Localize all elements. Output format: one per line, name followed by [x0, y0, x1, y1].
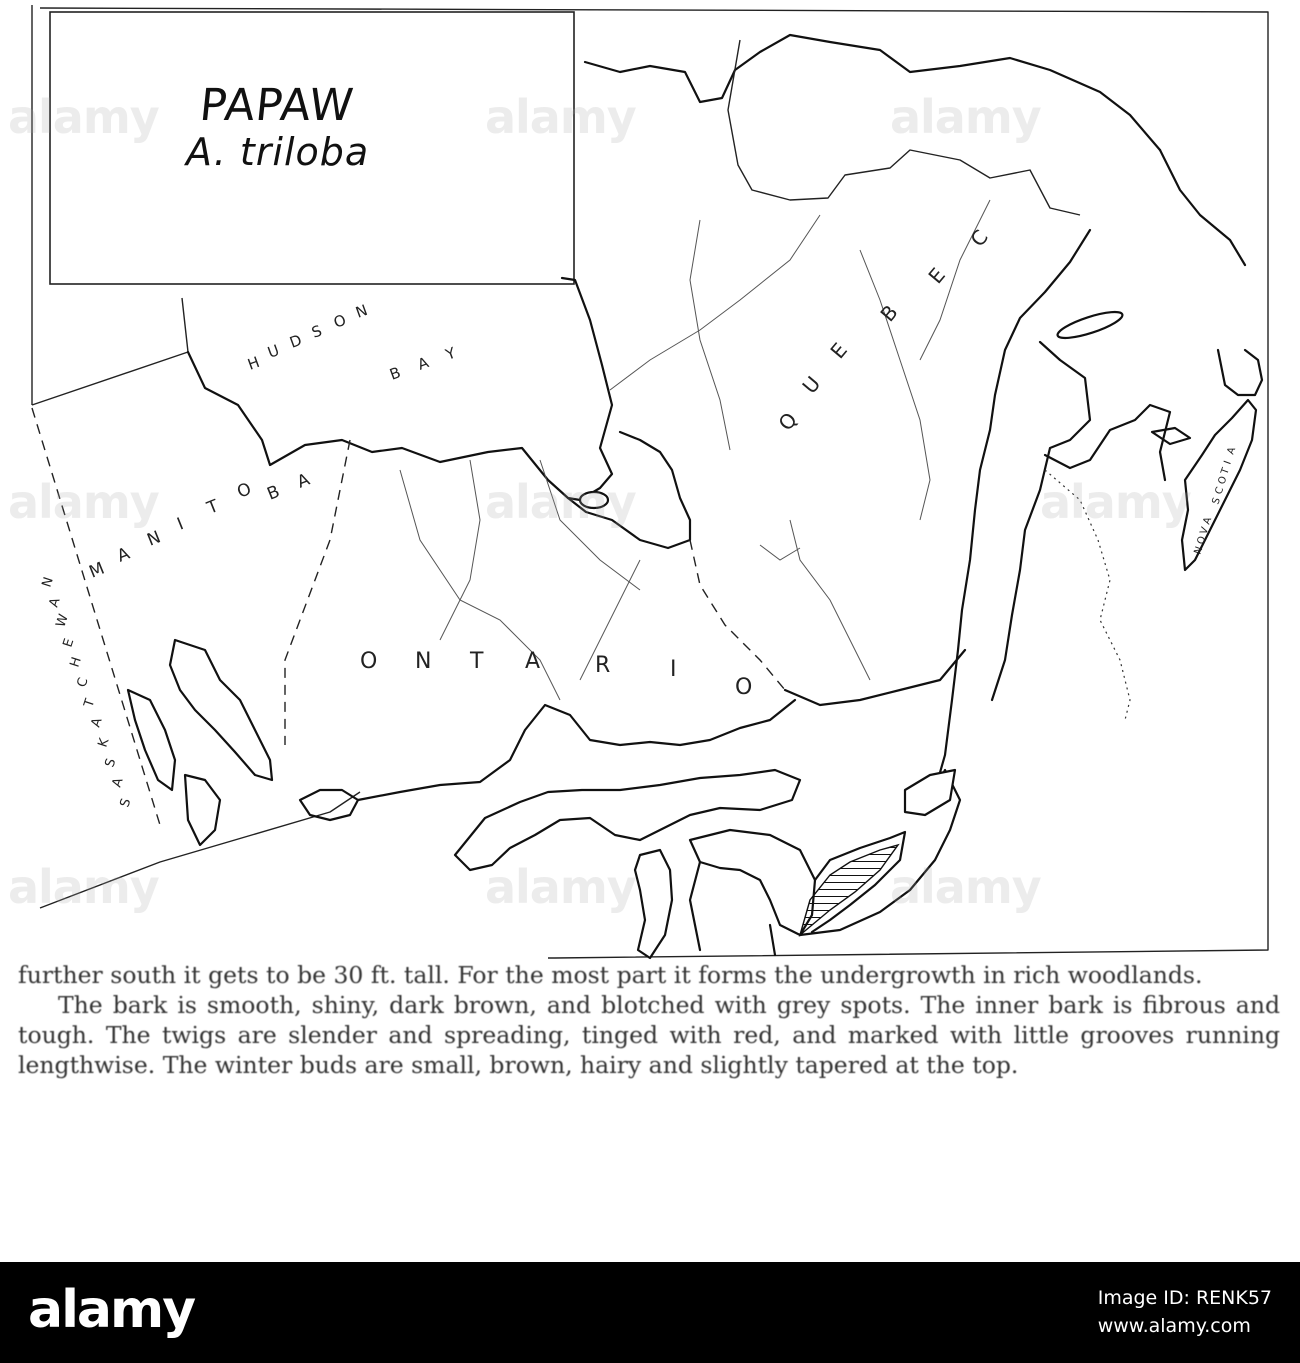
ontario-letter: R: [595, 653, 611, 678]
saskatchewan-letter: H: [67, 655, 85, 670]
watermark: alamy: [8, 475, 159, 529]
manitoba-letter: A: [294, 469, 313, 493]
watermark: alamy: [1040, 475, 1191, 529]
nova-scotia-letter: I: [1222, 459, 1234, 467]
lake-ontario: [905, 770, 955, 815]
alamy-logo: alamy: [28, 1280, 195, 1340]
labrador-coast: [1160, 150, 1245, 265]
paragraph-bark: The bark is smooth, shiny, dark brown, and blotched with grey spots. The inner bark is fibrous and tough. The twigs are slender and spreading, tinged with red, and marked with little grooves running lengthwise. The winter buds are small, brown, hairy and slightly tapered at the top.: [18, 991, 1280, 1079]
manitoba-letter: A: [114, 543, 133, 567]
hudson-letter: N: [353, 301, 370, 322]
hudson-letter: U: [265, 341, 282, 362]
nova-scotia-letter: O: [1195, 534, 1209, 547]
quebec-river-6: [760, 545, 800, 560]
manitoba-letter: T: [204, 496, 222, 519]
watermark: alamy: [8, 90, 159, 144]
watermark: alamy: [8, 860, 159, 914]
saskatchewan-letter: A: [109, 776, 127, 790]
hudson-letter: Y: [443, 343, 458, 364]
manitoba-letter: O: [234, 479, 255, 503]
saskatchewan-letter: E: [60, 636, 78, 650]
image-id: Image ID: RENK57: [1097, 1287, 1272, 1309]
quebec-river-4: [920, 200, 993, 360]
ontario-letter: O: [360, 649, 378, 674]
description-text: [18, 960, 1280, 1080]
saskatchewan-letter: A: [46, 596, 64, 610]
ontario-river-2: [440, 460, 480, 640]
saskatchewan-letter: A: [88, 716, 106, 730]
saskatchewan-letter: K: [95, 736, 113, 750]
nova-scotia-letter: T: [1219, 466, 1232, 477]
quebec-river-1: [610, 215, 820, 390]
nova-scotia-letter: S: [1210, 496, 1223, 507]
lake-of-woods: [300, 790, 358, 820]
saskatchewan-letter: W: [53, 612, 72, 630]
quebec-letter: Q: [773, 407, 802, 436]
label-quebec: [773, 225, 992, 435]
ontario-letter: O: [735, 675, 753, 700]
saskatchewan-letter: S: [117, 796, 135, 810]
pei: [1152, 428, 1190, 444]
manitoba-letter: M: [86, 558, 108, 583]
quebec-letter: B: [875, 300, 903, 327]
label-hudson-bay: [245, 301, 459, 384]
anticosti-island: [1055, 307, 1125, 343]
hudson-letter: S: [309, 321, 325, 342]
ottawa-river-line: [785, 650, 965, 705]
manitoba-ontario-border: [285, 440, 350, 745]
nova-scotia-letter: A: [1225, 445, 1239, 457]
lake-winnipegosis: [128, 690, 175, 790]
ontario-letter: I: [670, 657, 677, 682]
saskatchewan-manitoba-border: [32, 408, 160, 825]
watermark: alamy: [890, 90, 1041, 144]
quebec-north-coast: [585, 35, 1160, 150]
hudson-bay-coast: [188, 278, 612, 500]
manitoba-letter: N: [144, 527, 164, 551]
saskatchewan-letter: S: [102, 756, 120, 770]
label-nova-scotia: [1192, 446, 1238, 556]
watermark: alamy: [485, 860, 636, 914]
stock-url: www.alamy.com: [1097, 1315, 1251, 1337]
lake-huron: [690, 830, 815, 935]
manitoba-letter: I: [174, 514, 187, 535]
map-subtitle: A. triloba: [186, 130, 370, 174]
hudson-letter: B: [387, 363, 404, 384]
nova-scotia-coast: [1182, 400, 1256, 570]
ontario-letter: T: [470, 649, 484, 674]
nova-scotia-letter: V: [1198, 525, 1212, 537]
quebec-river-2: [690, 220, 730, 450]
lake-michigan: [635, 850, 672, 958]
stock-banner: [0, 1262, 1300, 1363]
saskatchewan-letter: C: [74, 675, 92, 690]
quebec-letter: E: [923, 263, 950, 289]
nova-scotia-letter: N: [1192, 545, 1206, 557]
ontario-letter: A: [525, 649, 541, 674]
ontario-letter: N: [415, 649, 432, 674]
hudson-letter: O: [331, 310, 349, 332]
quebec-river-5: [790, 520, 870, 680]
saskatchewan-letter: T: [81, 697, 99, 710]
watermark: alamy: [485, 90, 636, 144]
hudson-letter: D: [287, 330, 305, 352]
nova-scotia-letter: C: [1213, 485, 1227, 497]
lake-winnipeg: [170, 640, 272, 780]
nova-scotia-letter: O: [1216, 474, 1230, 487]
watermark: alamy: [890, 860, 1041, 914]
label-saskatchewan: [40, 575, 135, 809]
quebec-river-3: [860, 250, 930, 520]
saskatchewan-boundary: [32, 298, 188, 405]
hudson-letter: H: [245, 352, 262, 374]
quebec-letter: C: [965, 225, 993, 252]
saskatchewan-letter: N: [39, 575, 57, 590]
paragraph-height: further south it gets to be 30 ft. tall. For the most part it forms the undergrowth in rich woodlands.: [18, 961, 1203, 989]
ontario-quebec-border: [690, 540, 785, 690]
quebec-letter: E: [825, 338, 852, 364]
lake-manitoba: [185, 775, 220, 845]
manitoba-letter: B: [264, 481, 283, 505]
map-title: PAPAW: [197, 80, 357, 131]
hudson-letter: A: [415, 353, 432, 374]
quebec-letter: U: [797, 371, 826, 399]
watermark: alamy: [485, 475, 636, 529]
cape-breton: [1218, 350, 1262, 395]
stock-meta: [1098, 1284, 1272, 1340]
nova-scotia-letter: A: [1201, 515, 1215, 527]
